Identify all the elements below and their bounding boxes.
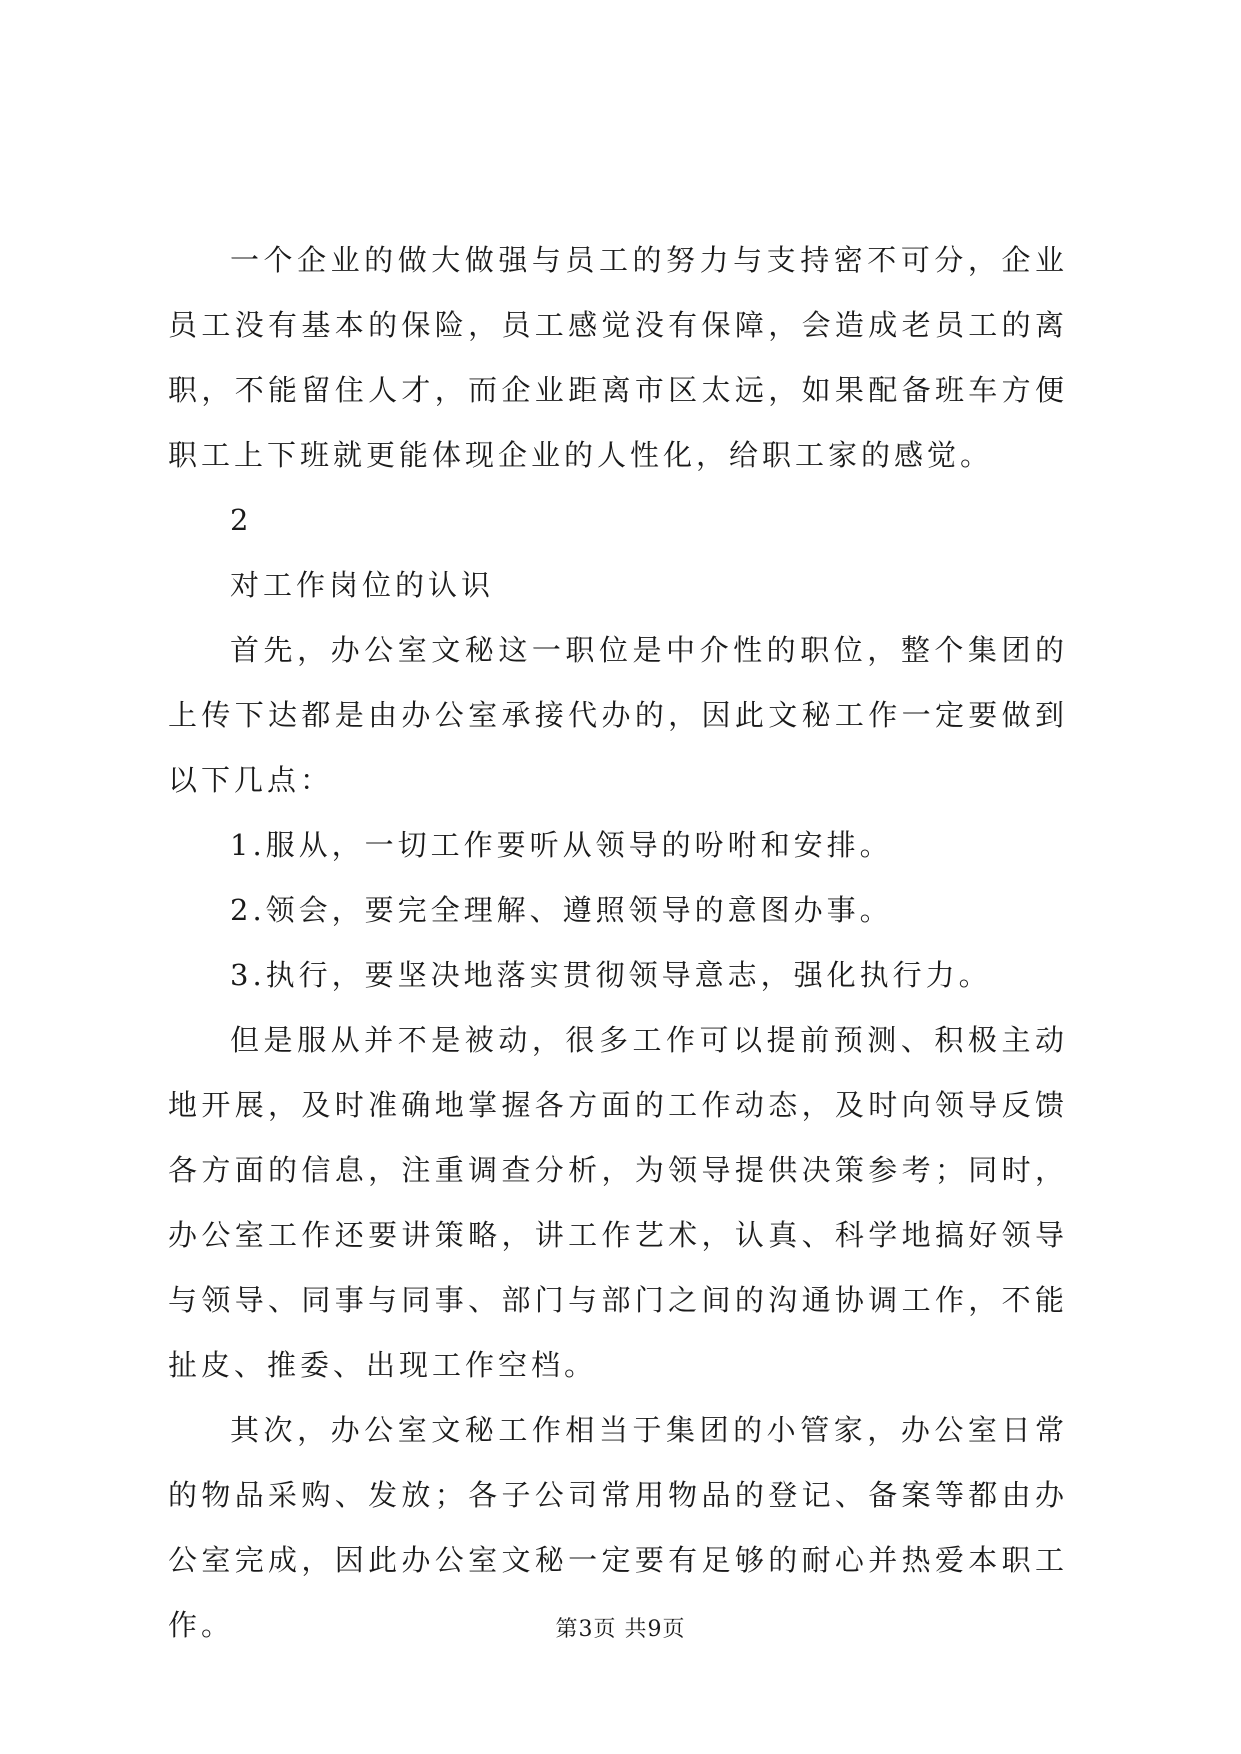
section-heading: 对工作岗位的认识 bbox=[230, 568, 495, 602]
paragraph-company-growth: 一个企业的做大做强与员工的努力与支持密不可分，企业员工没有基本的保险，员工感觉没有保障，会造成老员工的离职，不能留住人才，而企业距离市区太远，如果配备班车方便职工上下班就更能体现企业的人性化，给职工家的感觉。 bbox=[168, 243, 1068, 472]
list-item-execute: 3.执行，要坚决地落实贯彻领导意志，强化执行力。 bbox=[230, 958, 992, 992]
paragraph-proactive-work: 但是服从并不是被动，很多工作可以提前预测、积极主动地开展，及时准确地掌握各方面的工作动态，及时向领导反馈各方面的信息，注重调查分析，为领导提供决策参考；同时，办公室工作还要讲策略，讲工作艺术，认真、科学地搞好领导与领导、同事与同事、部门与部门之间的沟通协调工作，不能扯皮、推委、出现工作空档。 bbox=[168, 1023, 1068, 1382]
section-number: 2 bbox=[230, 503, 253, 537]
document-body bbox=[168, 228, 1068, 1658]
list-item-obey: 1.服从，一切工作要听从领导的吩咐和安排。 bbox=[230, 828, 893, 862]
paragraph-intermediary-role: 首先，办公室文秘这一职位是中介性的职位，整个集团的上传下达都是由办公室承接代办的，因此文秘工作一定要做到以下几点： bbox=[168, 633, 1068, 797]
list-item-understand: 2.领会，要完全理解、遵照领导的意图办事。 bbox=[230, 893, 893, 927]
page-footer: 第3页 共9页 bbox=[555, 1617, 686, 1642]
paragraph-housekeeper-role: 其次，办公室文秘工作相当于集团的小管家，办公室日常的物品采购、发放；各子公司常用物品的登记、备案等都由办公室完成，因此办公室文秘一定要有足够的耐心并热爱本职工作。 bbox=[168, 1413, 1068, 1642]
